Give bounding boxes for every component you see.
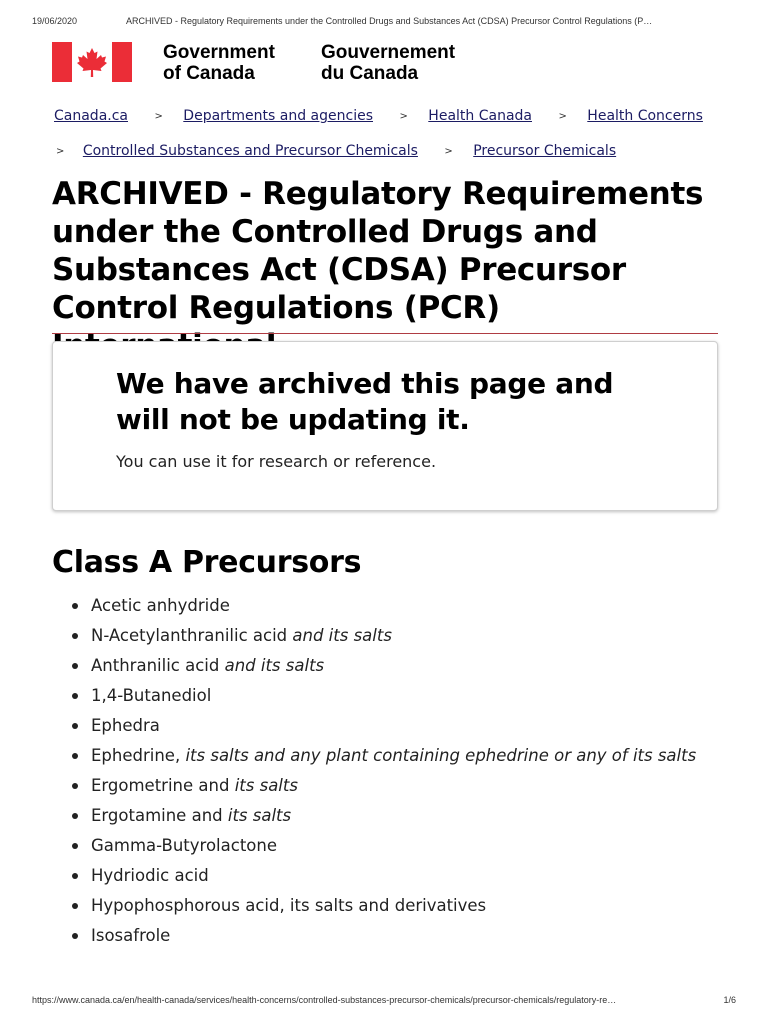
list-item (52, 741, 712, 771)
signature-en-line2: of Canada (163, 63, 255, 84)
item-italic: and its salts (224, 656, 325, 675)
list-item (52, 921, 712, 951)
breadcrumb-separator: > (399, 111, 408, 122)
list-item (52, 711, 712, 741)
breadcrumb-link-health-canada[interactable]: Health Canada (428, 108, 532, 124)
list-item (52, 591, 712, 621)
item-text: Hydriodic acid (91, 866, 209, 885)
archive-notice-text: You can use it for research or reference. (116, 452, 437, 471)
print-date: 19/06/2020 (32, 16, 78, 26)
precursor-list (52, 591, 712, 951)
item-text: Hypophosphorous acid, its salts and derivatives (91, 896, 487, 915)
signature-french (321, 42, 455, 84)
item-text: Ephedrine, (91, 746, 186, 765)
breadcrumb-link-health-concerns[interactable]: Health Concerns (587, 108, 703, 124)
archive-notice (52, 341, 718, 511)
print-header (32, 16, 736, 30)
breadcrumb (54, 108, 728, 124)
signature-en-line1: Government (163, 42, 275, 63)
signature-fr-line2: du Canada (321, 63, 419, 84)
section-heading: Class A Precursors (52, 545, 362, 580)
item-italic: its salts and any plant containing ephedrine or any of its salts (185, 746, 697, 765)
breadcrumb-row-2 (56, 143, 728, 159)
breadcrumb-separator: > (154, 111, 163, 122)
item-text: Ephedra (91, 716, 160, 735)
print-title: ARCHIVED - Regulatory Requirements under the Controlled Drugs and Substances Act (CDSA) Precursor Control Regulations (P… (126, 16, 653, 26)
item-text: Ergometrine and (91, 776, 235, 795)
breadcrumb-link-canada[interactable]: Canada.ca (54, 108, 128, 124)
item-text: Ergotamine and (91, 806, 228, 825)
page-title: ARCHIVED - Regulatory Requirements under the Controlled Drugs and Substances Act (CDSA) Precursor Control Regulations (PCR) (52, 176, 704, 326)
list-item (52, 681, 712, 711)
title-underline (52, 333, 718, 334)
print-footer (32, 995, 736, 1009)
signature-fr-line1: Gouvernement (321, 42, 456, 63)
list-item (52, 651, 712, 681)
item-text: Gamma-Butyrolactone (91, 836, 277, 855)
item-text: 1,4-Butanediol (91, 686, 212, 705)
list-item (52, 891, 712, 921)
item-text: Anthranilic acid (91, 656, 225, 675)
print-url: https://www.canada.ca/en/health-canada/services/health-concerns/controlled-substances-precursor-chemicals/precursor-chemicals/regulatory-re… (32, 995, 617, 1005)
breadcrumb-link-departments[interactable]: Departments and agencies (183, 108, 373, 124)
item-text: N-Acetylanthranilic acid (91, 626, 293, 645)
list-item (52, 771, 712, 801)
page-number: 1/6 (723, 995, 736, 1005)
item-text: Acetic anhydride (91, 596, 230, 615)
item-italic: its salts (234, 776, 298, 795)
signature-english (163, 42, 275, 84)
list-item (52, 861, 712, 891)
item-italic: and its salts (292, 626, 392, 645)
archive-notice-heading: We have archived this page and will not be updating it. (116, 367, 614, 436)
breadcrumb-separator: > (444, 146, 453, 157)
item-text: Isosafrole (91, 926, 171, 945)
list-item (52, 801, 712, 831)
breadcrumb-separator: > (558, 111, 567, 122)
breadcrumb-link-controlled-substances[interactable]: Controlled Substances and Precursor Chemicals (82, 143, 418, 159)
list-item (52, 621, 712, 651)
breadcrumb-link-precursor-chemicals[interactable]: Precursor Chemicals (473, 143, 617, 159)
breadcrumb-separator: > (56, 146, 65, 157)
item-italic: its salts (227, 806, 292, 825)
canada-flag-icon (52, 42, 132, 82)
list-item (52, 831, 712, 861)
